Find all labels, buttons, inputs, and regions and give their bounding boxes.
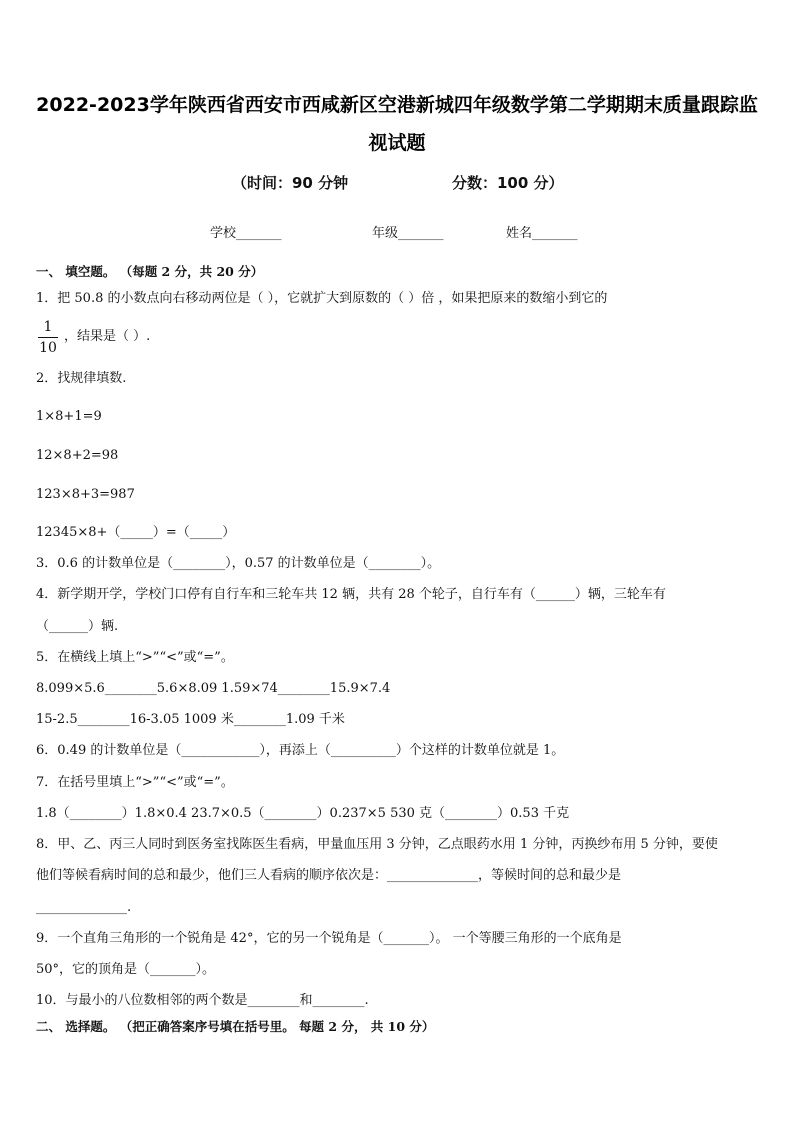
question-4-line1: 4．新学期开学，学校门口停有自行车和三轮车共 12 辆，共有 28 个轮子，自行车有（______）辆，三轮车有: [36, 587, 666, 602]
question-5-row1: 8.099×5.6________5.6×8.09 1.59×74________15.9×7.4: [36, 681, 391, 696]
question-3: 3．0.6 的计数单位是（________），0.57 的计数单位是（________）。: [36, 556, 441, 571]
question-8-line1: 8．甲、乙、丙三人同时到医务室找陈医生看病，甲量血压用 3 分钟，乙点眼药水用 1 分钟，丙换纱布用 5 分钟，要使: [36, 837, 718, 852]
question-2-eq2: 12×8+2=98: [36, 448, 119, 463]
question-2-eq4: 12345×8+（_____）=（_____）: [36, 525, 236, 540]
question-6: 6．0.49 的计数单位是（____________），再添上（__________）个这样的计数单位就是 1。: [36, 743, 565, 758]
section-header-fill-blank: 一、 填空题。 （每题 2 分，共 20 分）: [36, 264, 264, 279]
question-9-line1: 9．一个直角三角形的一个锐角是 42°，它的另一个锐角是（_______）。 一个等腰三角形的一个底角是: [36, 931, 622, 946]
question-9-line2: 50°，它的顶角是（_______）。: [36, 962, 216, 977]
question-1-line2: ，结果是（ ）.: [64, 329, 151, 344]
name-field: 姓名_______: [506, 226, 578, 241]
fraction-numerator: 1: [38, 318, 58, 338]
question-10: 10．与最小的八位数相邻的两个数是________和________.: [36, 993, 369, 1008]
fraction-one-tenth: [38, 318, 58, 357]
fraction-denominator: 10: [39, 340, 57, 356]
question-7-intro: 7．在括号里填上“>”“<”或“=”。: [36, 775, 234, 790]
question-7-row: 1.8（________）1.8×0.4 23.7×0.5（________）0.237×5 530 克（________）0.53 千克: [36, 806, 570, 821]
question-2-eq3: 123×8+3=987: [36, 487, 135, 502]
question-8-line2: 他们等候看病时间的总和最少，他们三人看病的顺序依次是：______________，等候时间的总和最少是: [36, 868, 622, 883]
question-4-line2: （______）辆.: [36, 619, 119, 634]
exam-score: 分数：100 分）: [452, 174, 564, 192]
question-8-line3: ______________.: [36, 900, 132, 915]
question-5-intro: 5．在横线上填上“>”“<”或“=”。: [36, 650, 234, 665]
exam-title-line2: 视试题: [368, 132, 426, 154]
section-header-multiple-choice: 二、 选择题。 （把正确答案序号填在括号里。 每题 2 分， 共 10 分）: [36, 1019, 435, 1034]
question-1-line1: 1．把 50.8 的小数点向右移动两位是（ ），它就扩大到原数的（ ）倍 ，如果把原来的数缩小到它的: [36, 291, 608, 306]
question-2-eq1: 1×8+1=9: [36, 409, 102, 424]
question-2-intro: 2．找规律填数.: [36, 371, 127, 386]
exam-title-line1: 2022-2023学年陕西省西安市西咸新区空港新城四年级数学第二学期期末质量跟踪监: [36, 94, 758, 116]
grade-field: 年级_______: [372, 226, 444, 241]
question-5-row2: 15-2.5________16-3.05 1009 米________1.09 千米: [36, 712, 345, 727]
school-field: 学校_______: [210, 226, 282, 241]
exam-time: （时间：90 分钟: [232, 174, 349, 192]
